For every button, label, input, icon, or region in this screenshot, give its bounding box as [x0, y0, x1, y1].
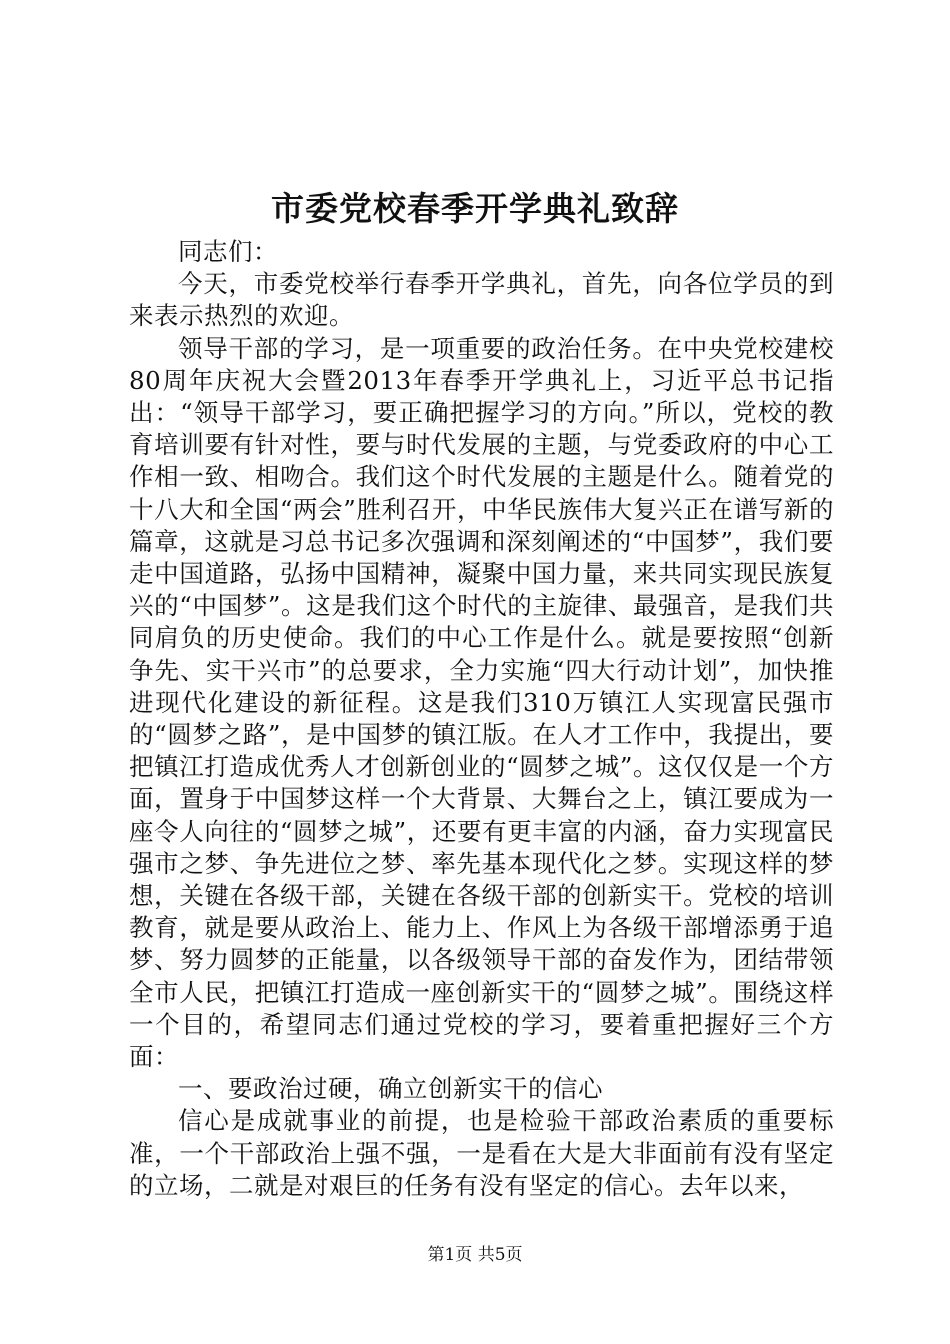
- document-title: 市委党校春季开学典礼致辞: [271, 189, 679, 228]
- paragraph-welcome: 今天，市委党校举行春季开学典礼，首先，向各位学员的到来表示热烈的欢迎。: [129, 269, 834, 331]
- paragraph-main: 领导干部的学习，是一项重要的政治任务。在中央党校建校80周年庆祝大会暨2013年春季开学典礼上，习近平总书记指出：“领导干部学习，要正确把握学习的方向。”所以，党校的教育培训要有针对性，要与时代发展的主题，与党委政府的中心工作相一致、相吻合。我们这个时代发展的主题是什么。随着党的十八大和全国“两会”胜利召开，中华民族伟大复兴正在谱写新的篇章，这就是习总书记多次强调和深刻阐述的“中国梦”，我们要走中国道路，弘扬中国精神，凝聚中国力量，来共同实现民族复兴的“中国梦”。这是我们这个时代的主旋律、最强音，是我们共同肩负的历史使命。我们的中心工作是什么。就是要按照“创新争先、实干兴市”的总要求，全力实施“四大行动计划”，加快推进现代化建设的新征程。这是我们310万镇江人实现富民强市的“圆梦之路”，是中国梦的镇江版。在人才工作中，我提出，要把镇江打造成优秀人才创新创业的“圆梦之城”。这仅仅是一个方面，置身于中国梦这样一个大背景、大舞台之上，镇江要成为一座令人向往的“圆梦之城”，还要有更丰富的内涵，奋力实现富民强市之梦、争先进位之梦、率先基本现代化之梦。实现这样的梦想，关键在各级干部，关键在各级干部的创新实干。党校的培训教育，就是要从政治上、能力上、作风上为各级干部增添勇于追梦、努力圆梦的正能量，以各级领导干部的奋发作为，团结带领全市人民，把镇江打造成一座创新实干的“圆梦之城”。围绕这样一个目的，希望同志们通过党校的学习，要着重把握好三个方面：: [129, 333, 834, 1072]
- document-body: [129, 236, 834, 1202]
- section-heading-1: 一、要政治过硬，确立创新实干的信心: [178, 1074, 603, 1104]
- paragraph-salutation: 同志们：: [178, 237, 278, 266]
- paragraph-confidence: 信心是成就事业的前提，也是检验干部政治素质的重要标准，一个干部政治上强不强，一是看在大是大非面前有没有坚定的立场，二就是对艰巨的任务有没有坚定的信心。去年以来，: [129, 1106, 834, 1200]
- page-footer: 第1页 共5页: [427, 1245, 523, 1265]
